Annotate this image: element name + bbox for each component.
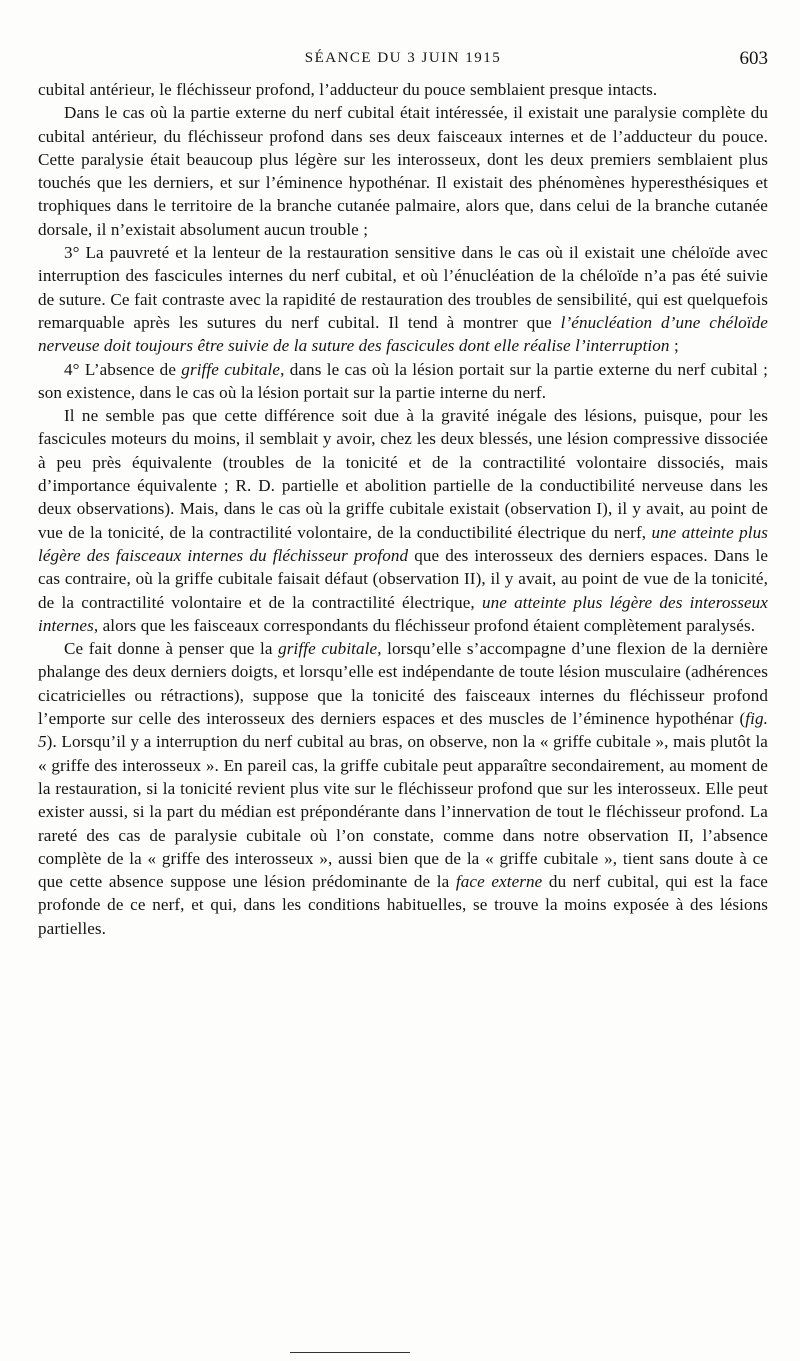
paragraph — [38, 101, 768, 241]
text-run: Il ne semble pas que cette différence soit due à la gravité inégale des lésions, puisque, pour les fascicules moteurs du moins, il semblait y avoir, chez les deux blessés, une lésion compressive dissociée à peu près équivalente (troubles de la tonicité et de la contractilité volontaire dissociés, mais d’importance équivalente ; R. D. partielle et abolition partielle de la conductibilité nerveuse dans les deux observations). Mais, dans le cas où la griffe cubitale existait (observation I), il y avait, au point de vue de la tonicité, de la contractilité volontaire, de la conductibilité électrique du nerf, — [38, 406, 768, 542]
text-run: cubital antérieur, le fléchisseur profond, l’adducteur du pouce semblaient presque intacts. — [38, 80, 658, 99]
page-header — [38, 44, 768, 78]
paragraph — [38, 78, 768, 101]
italic-text: griffe cubitale — [181, 359, 281, 379]
running-head: SÉANCE DU 3 JUIN 1915 — [304, 50, 502, 66]
italic-text: fig. 5 — [38, 709, 768, 752]
text-run: , alors que les faisceaux correspondants du fléchisseur profond étaient complètement paralysés. — [93, 615, 756, 635]
text-run: Ce fait donne à penser que la — [64, 639, 279, 659]
text-run: du nerf cubital, qui est la face profonde de ce nerf, et qui, dans les conditions habituelles, se trouve la moins exposée à des lésions partielles. — [38, 872, 768, 938]
text-run: 4° L’absence de — [64, 359, 182, 379]
italic-text: l’énucléation d’une chéloïde nerveuse doit toujours être suivie de la suture des fascicules dont elle réalise l’interruption — [38, 312, 768, 356]
text-run: , lorsqu’elle s’accompagne d’une flexion de la dernière phalange des deux derniers doigts, et lorsqu’elle est indépendante de toute lésion musculaire (adhérences cicatricielles ou rétractions), suppose que la tonicité des faisceaux internes du fléchisseur profond l’emporte sur celle des interosseux des derniers espaces et des muscles de l’éminence hypothénar ( — [38, 639, 768, 729]
italic-text: face externe — [455, 872, 543, 892]
document-page — [38, 44, 768, 940]
text-run: que des interosseux des derniers espaces. Dans le cas contraire, où la griffe cubitale faisait défaut (observation II), il y avait, au point de vue de la tonicité, de la contractilité volontaire et de la contractilité électrique, — [38, 545, 769, 612]
text-run: Dans le cas où la partie externe du nerf cubital était intéressée, il existait une paralysie complète du cubital antérieur, du fléchisseur profond dans ses deux faisceaux internes et de l’adducteur du pouce. Cette paralysie était beaucoup plus légère sur les interosseux, dont les deux premiers semblaient plus touchés que les derniers, et sur l’éminence hypothénar. Il existait des phénomènes hyperesthésiques et trophiques dans le territoire de la branche cutanée palmaire, alors que, dans celui de la branche cutanée dorsale, il n’existait absolument aucun trouble ; — [38, 103, 768, 239]
italic-text: griffe cubitale — [278, 639, 378, 659]
text-run: 3° La pauvreté et la lenteur de la restauration sensitive dans le cas où il existait une chéloïde avec interruption des fascicules internes du nerf cubital, et où l’énucléation de la chéloïde n’a pas été suivie de suture. Ce fait contraste avec la rapidité de restauration des troubles de sensibilité, qui est quelquefois remarquable après les sutures du nerf cubital. Il tend à montrer que — [38, 243, 768, 332]
page-number: 603 — [739, 48, 768, 69]
text-run: , dans le cas où la lésion portait sur la partie externe du nerf cubital ; son existence, dans le cas où la lésion portait sur la partie interne du nerf. — [38, 359, 769, 402]
paragraph — [38, 241, 768, 357]
text-run: ). Lorsqu’il y a interruption du nerf cubital au bras, on observe, non la « griffe cubitale », mais plutôt la « griffe des interosseux ». En pareil cas, la griffe cubitale peut apparaître secondairement, au moment de la restauration, si la tonicité revient plus vite sur le fléchisseur profond que sur les interosseux. Elle peut exister aussi, si la part du médian est prépondérante dans l’innervation de tout le fléchisseur profond. La rareté des cas de paralysie cubitale où l’on constate, comme dans notre observation II, l’absence complète de la « griffe des interosseux », aussi bien que de la « griffe cubitale », tient sans doute à ce que cette absence suppose une lésion prédominante de la — [38, 732, 768, 892]
italic-text: une atteinte plus légère des interosseux internes — [38, 592, 768, 635]
italic-text: une atteinte plus légère des faisceaux internes du fléchisseur profond — [38, 522, 769, 565]
body-text — [38, 78, 768, 940]
text-run: ; — [669, 336, 679, 356]
paragraph — [38, 358, 768, 405]
end-rule — [290, 1352, 410, 1353]
paragraph — [38, 404, 768, 637]
paragraph — [38, 637, 768, 940]
